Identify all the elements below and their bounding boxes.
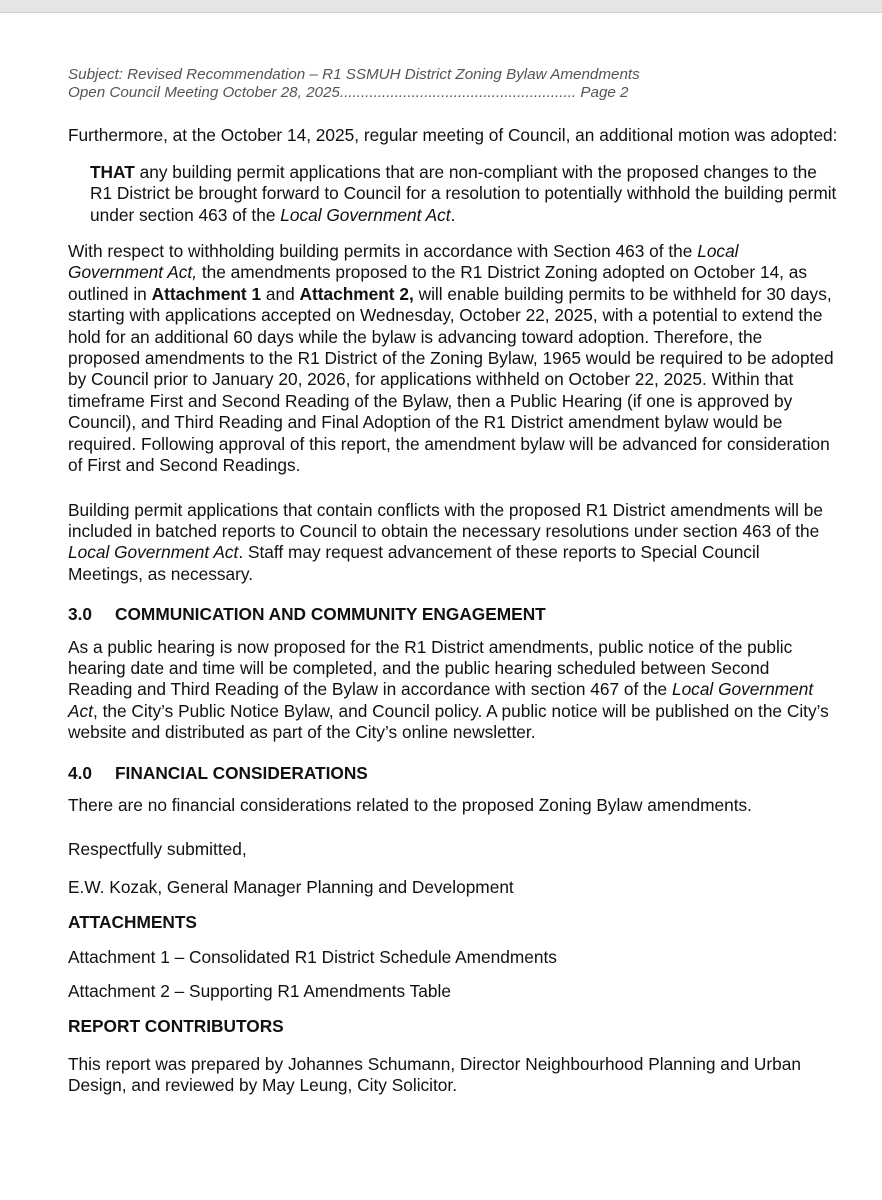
section-4-heading: 4.0 FINANCIAL CONSIDERATIONS	[68, 762, 368, 783]
withholding-paragraph: With respect to withholding building permits in accordance with Section 463 of the Local Government Act, the amendments proposed to the R1 District Zoning adopted on October 14, as outlined in Attachment 1 and Attachment 2, will enable building permits to be withheld for 30 days, starting with applications accepted on Wednesday, October 22, 2025, with a potential to extend the hold for an additional 60 days while the bylaw is advancing toward adoption. Therefore, the proposed amendments to the R1 District of the Zoning Bylaw, 1965 would be required to be adopted by Council prior to January 20, 2026, for applications withheld on October 22, 2025. Within that timeframe First and Second Reading of the Bylaw, then a Public Hearing (if one is approved by Council), and Third Reading and Final Adoption of the R1 District amendment bylaw would be required. Following approval of this report, the amendment bylaw will be advanced for consideration of First and Second Readings.	[68, 241, 834, 476]
viewer-top-bar	[0, 0, 882, 13]
attachment-item: Attachment 1 – Consolidated R1 District Schedule Amendments	[68, 946, 557, 967]
signatory: E.W. Kozak, General Manager Planning and Development	[68, 876, 514, 897]
section-4-paragraph: There are no financial considerations related to the proposed Zoning Bylaw amendments.	[68, 794, 752, 815]
document-page	[68, 66, 838, 1097]
page-header	[68, 66, 838, 102]
subject-line: Subject: Revised Recommendation – R1 SSMUH District Zoning Bylaw Amendments	[68, 66, 640, 83]
respectfully-submitted: Respectfully submitted,	[68, 839, 247, 860]
attachment-item: Attachment 2 – Supporting R1 Amendments Table	[68, 981, 451, 1001]
contributors-heading: REPORT CONTRIBUTORS	[68, 1016, 284, 1037]
meeting-line: Open Council Meeting October 28, 2025........................................................ Page 2	[68, 84, 629, 102]
section-3-heading: 3.0 COMMUNICATION AND COMMUNITY ENGAGEMENT	[68, 604, 546, 625]
section-3-paragraph: As a public hearing is now proposed for the R1 District amendments, public notice of the public hearing date and time will be completed, and the public hearing scheduled between Second Reading and Third Reading of the Bylaw in accordance with section 467 of the Local Government Act, the City’s Public Notice Bylaw, and Council policy. A public notice will be published on the City’s website and distributed as part of the City’s online newsletter.	[68, 636, 829, 743]
conflicts-paragraph: Building permit applications that contain conflicts with the proposed R1 District amendments will be included in batched reports to Council to obtain the necessary resolutions under section 463 of the Local Government Act. Staff may request advancement of these reports to Special Council Meetings, as necessary.	[68, 499, 823, 584]
motion-paragraph: THAT any building permit applications that are non-compliant with the proposed changes to the R1 District be brought forward to Council for a resolution to potentially withhold the building permit under section 463 of the Local Government Act.	[90, 161, 837, 225]
attachments-heading: ATTACHMENTS	[68, 912, 197, 933]
intro-paragraph: Furthermore, at the October 14, 2025, regular meeting of Council, an additional motion was adopted:	[68, 125, 838, 146]
contributors-paragraph: This report was prepared by Johannes Schumann, Director Neighbourhood Planning and Urban Design, and reviewed by May Leung, City Solicitor.	[68, 1053, 801, 1096]
motion-lead: THAT	[90, 161, 135, 182]
